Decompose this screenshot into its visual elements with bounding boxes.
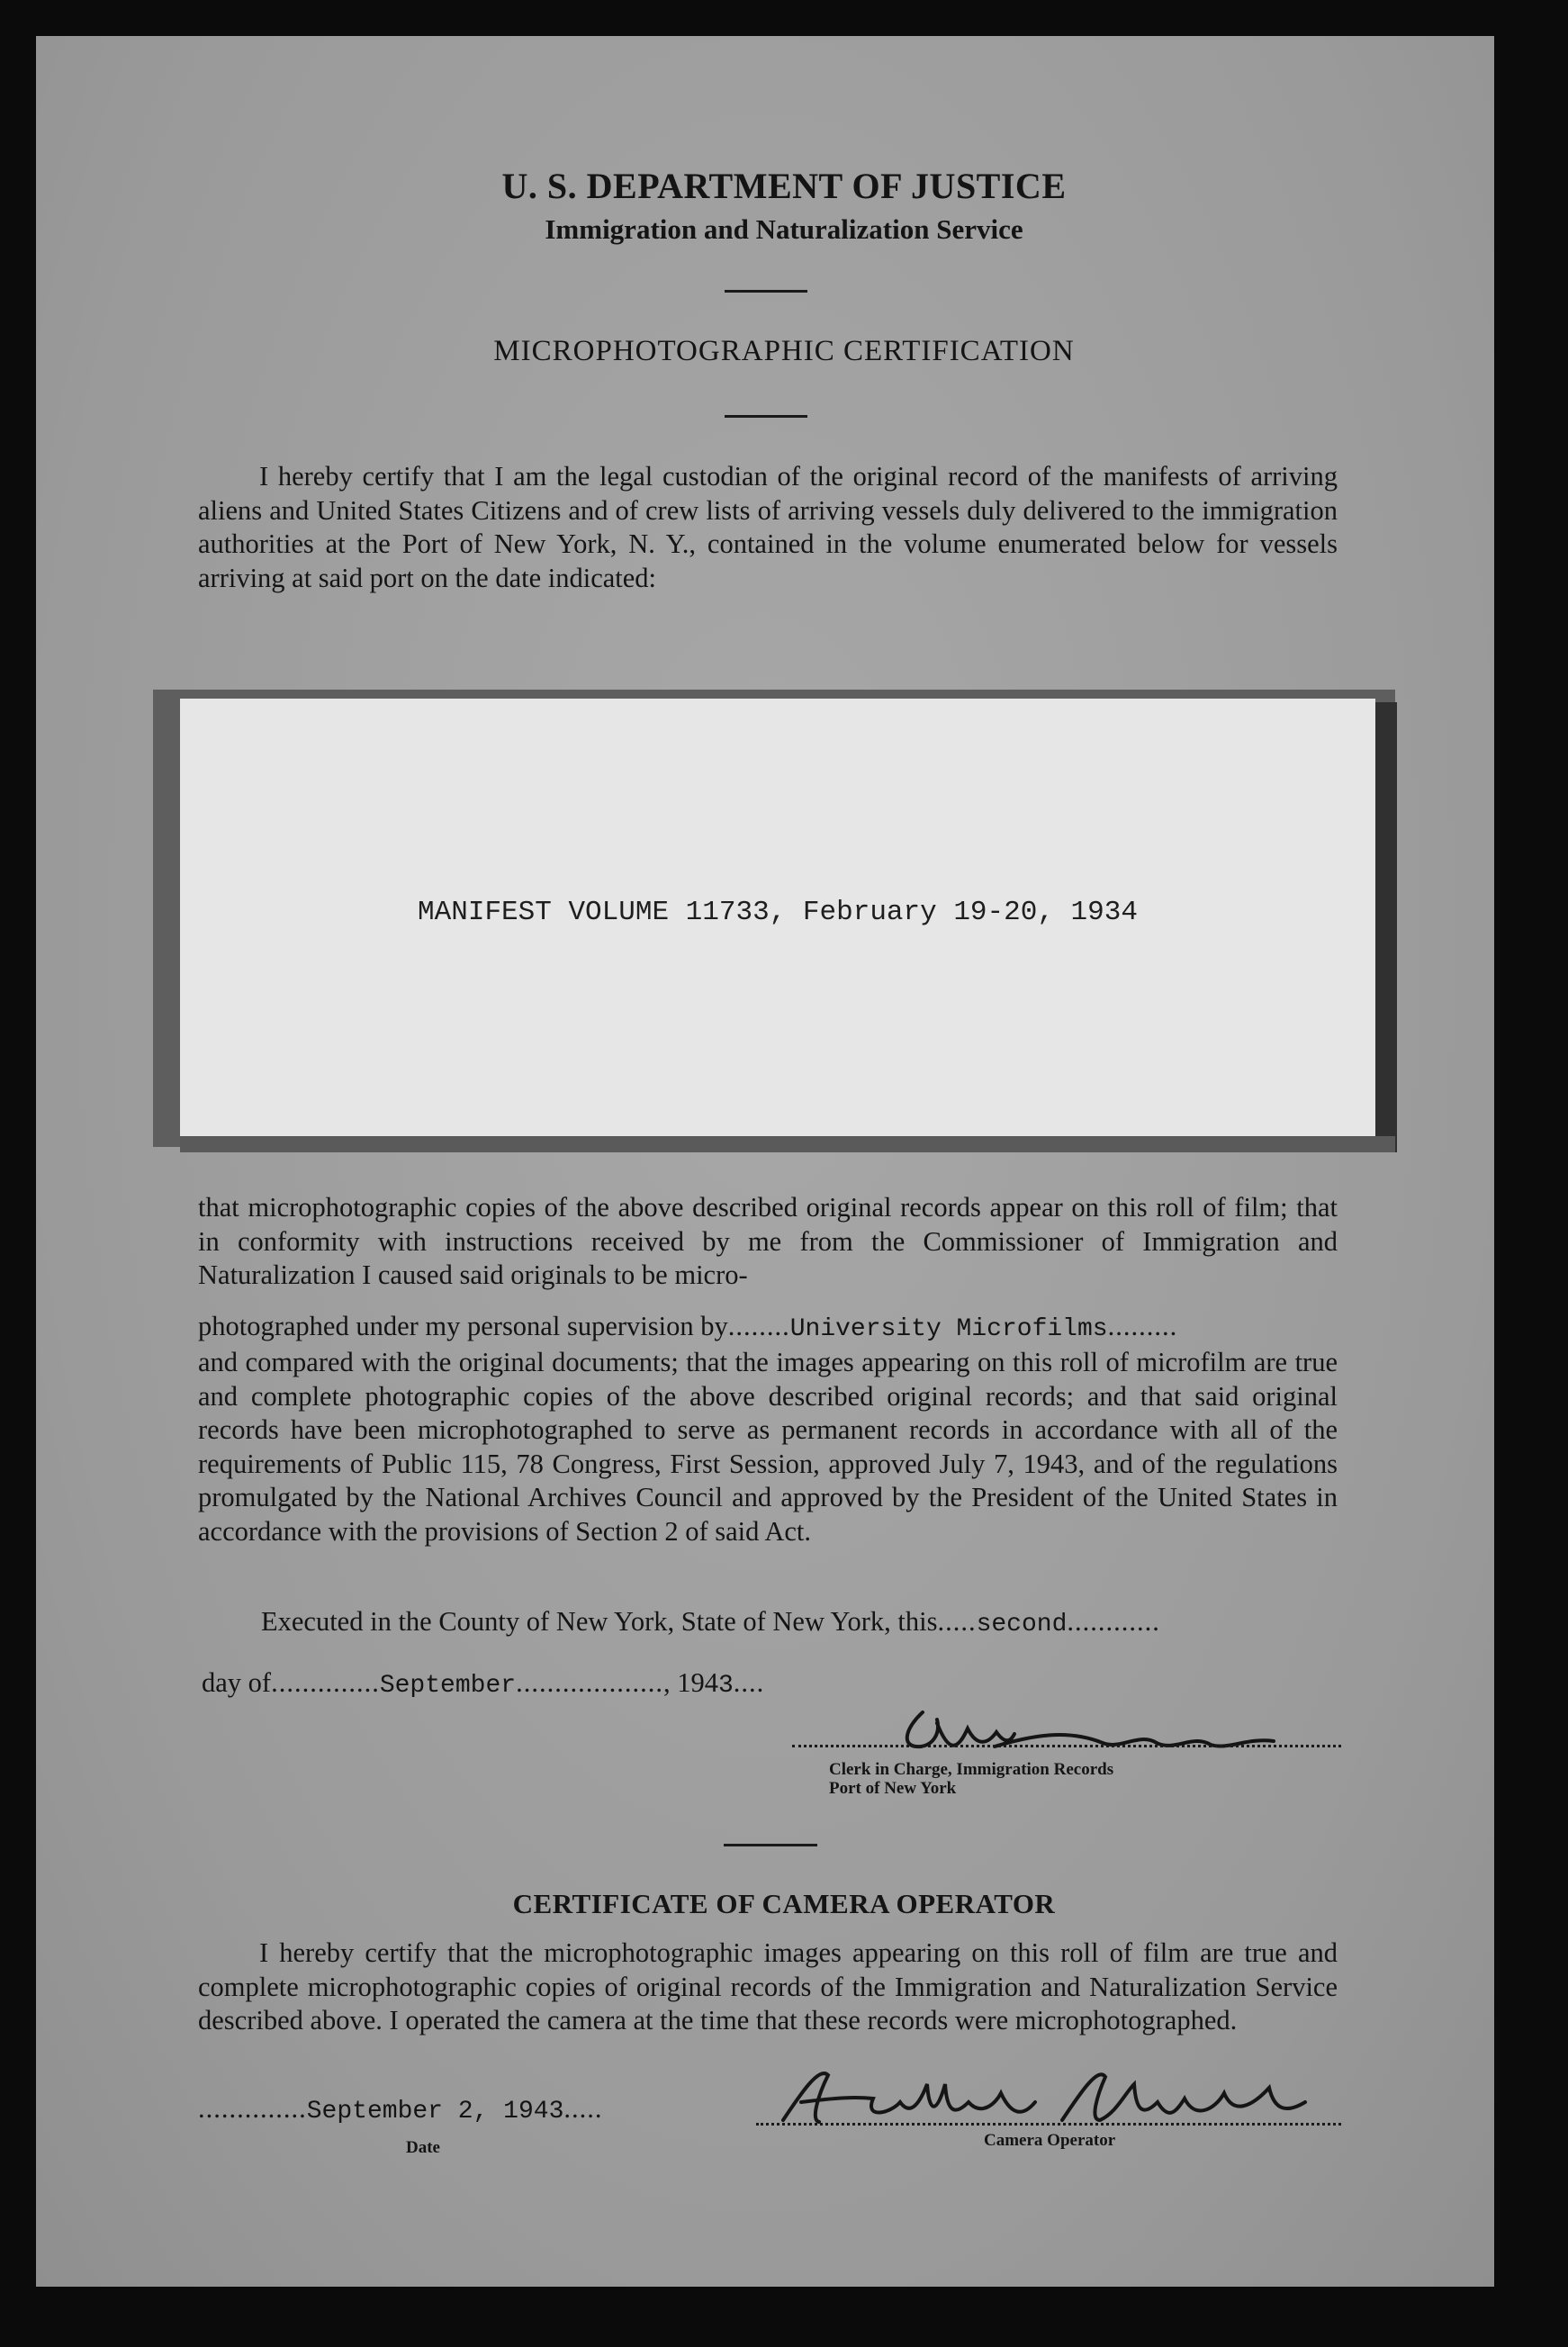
executed-prefix: Executed in the County of New York, State of New York, this [261, 1606, 938, 1637]
day-of-line: day of..............September..................., 1943.... [202, 1667, 765, 1700]
operator-paragraph: I hereby certify that the microphotographic images appearing on this roll of film are true and complete microphotographic copies of original records of the Immigration and Naturalization Service described above. I operated the camera at the time that these records were microphotographed. [198, 1937, 1338, 2036]
body-paragraph-part1: that microphotographic copies of the above described original records appear on this roll of film; that in conformity with instructions received by me from the Commissioner of Immigration and Naturalization I caused said originals to be micro- [198, 1192, 1338, 1290]
certification-title: MICROPHOTOGRAPHIC CERTIFICATION [493, 335, 1075, 367]
supervision-line: photographed under my personal supervision by........University Microfilms......... [198, 1311, 1178, 1343]
date-line: ..............September 2, 1943..... [198, 2093, 603, 2126]
year-digit: 3 [717, 1672, 734, 1700]
operator-section-title: CERTIFICATE OF CAMERA OPERATOR [512, 1888, 1056, 1919]
divider [725, 290, 807, 293]
operator-label: Camera Operator [984, 2131, 1116, 2150]
operator-signature-line [756, 2123, 1341, 2126]
clerk-signature [887, 1693, 1301, 1765]
executed-day: second [976, 1611, 1068, 1638]
supervision-prefix: photographed under my personal supervision by [198, 1311, 728, 1341]
inset-shadow [1372, 702, 1397, 1152]
manifest-volume-text: MANIFEST VOLUME 11733, February 19-20, 1934 [418, 897, 1138, 928]
year-prefix: , 194 [662, 1667, 718, 1698]
executed-month: September [379, 1672, 517, 1700]
day-of-label: day of [202, 1667, 272, 1698]
date-label: Date [406, 2138, 440, 2157]
executed-line: Executed in the County of New York, State of New York, this.....second............ [261, 1606, 1160, 1638]
supervisor-name: University Microfilms [789, 1315, 1108, 1343]
service-subheading: Immigration and Naturalization Service [545, 213, 1023, 245]
clerk-title: Clerk in Charge, Immigration Records Port of New York [829, 1760, 1114, 1798]
inset-shadow [180, 1136, 1395, 1152]
operator-date: September 2, 1943 [306, 2098, 564, 2126]
operator-signature [765, 2057, 1323, 2138]
body-paragraph-part3: and compared with the original documents; that the images appearing on this roll of microfilm are true and complete photographic copies of the above described original records; and that said original records have been microphotographed to serve as permanent records in accordance with all of the requirements of Public 115, 78 Congress, First Session, approved July 7, 1943, and of the regulations promulgated by the National Archives Council and approved by the President of the United States in accordance with the provisions of Section 2 of said Act. [198, 1347, 1338, 1547]
divider [725, 415, 807, 418]
clerk-signature-line [792, 1745, 1341, 1747]
department-heading: U. S. DEPARTMENT OF JUSTICE [501, 166, 1067, 206]
intro-paragraph: I hereby certify that I am the legal custodian of the original record of the manifests of arriving aliens and United States Citizens and of crew lists of arriving vessels duly delivered to the immigration authorities at the Port of New York, N. Y., contained in the volume enumerated below for vessels arriving at said port on the date indicated: [198, 461, 1338, 593]
divider [724, 1844, 817, 1846]
